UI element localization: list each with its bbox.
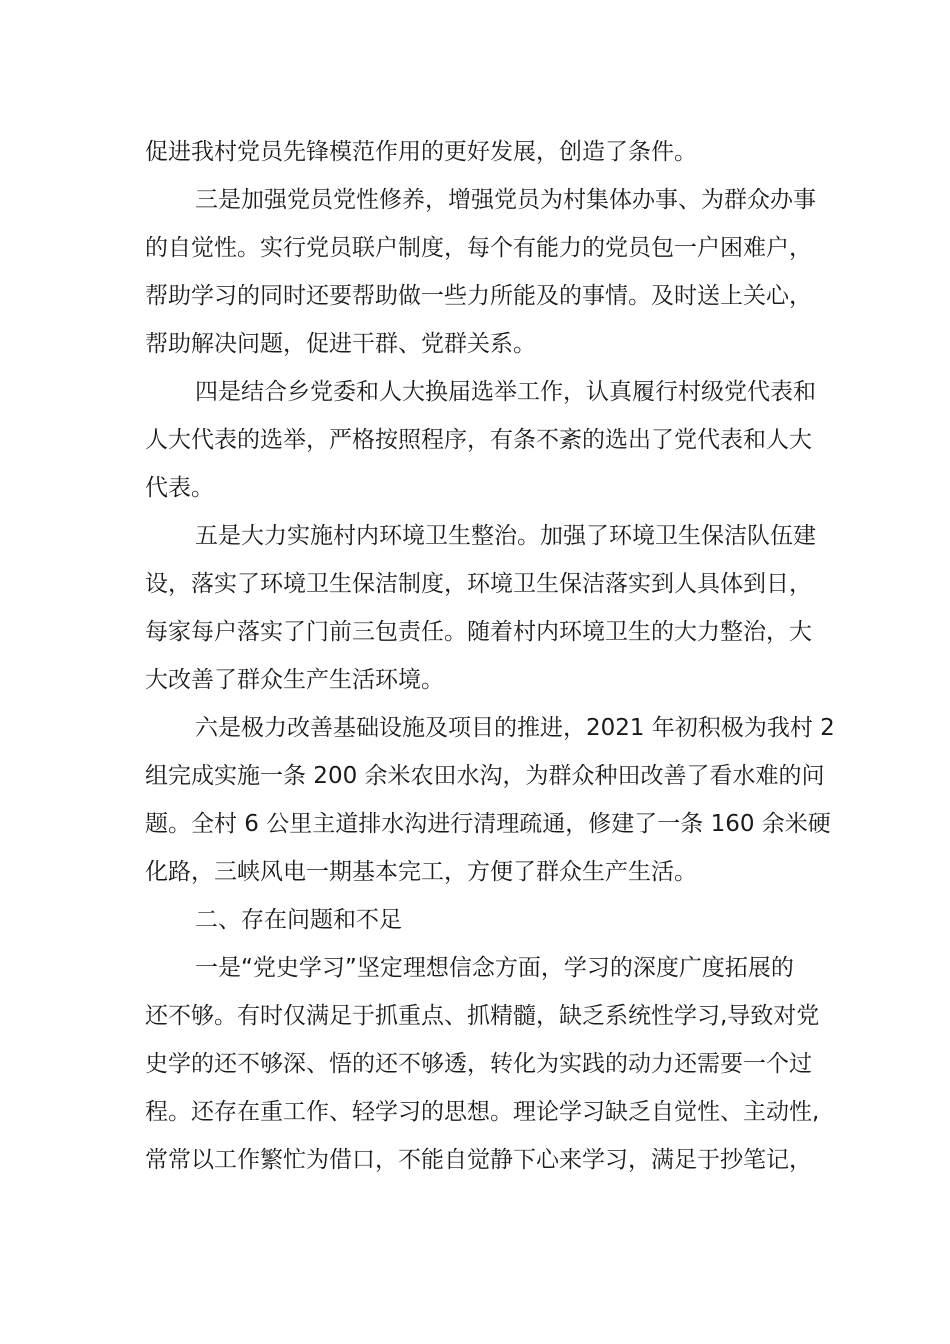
text-line: 程。还存在重工作、轻学习的思想。理论学习缺乏自觉性、主动性, — [145, 1099, 820, 1125]
text-line: 帮助学习的同时还要帮助做一些力所能及的事情。及时送上关心， — [145, 283, 812, 309]
text-line: 人大代表的选举，严格按照程序，有条不紊的选出了党代表和人大 — [145, 427, 812, 453]
text-line: 三是加强党员党性修养，增强党员为村集体办事、为群众办事 — [195, 187, 816, 213]
text-line: 促进我村党员先锋模范作用的更好发展，创造了条件。 — [145, 139, 697, 165]
text-line: 的自觉性。实行党员联户制度，每个有能力的党员包一户困难户， — [145, 235, 812, 261]
text-line: 四是结合乡党委和人大换届选举工作，认真履行村级党代表和 — [195, 379, 816, 405]
text-line: 还不够。有时仅满足于抓重点、抓精髓，缺乏系统性学习,导致对党 — [145, 1003, 820, 1029]
text-line: 二、存在问题和不足 — [195, 907, 402, 933]
document-body — [145, 128, 835, 1184]
text-line: 帮助解决问题，促进干群、党群关系。 — [145, 331, 536, 357]
text-line: 史学的还不够深、悟的还不够透，转化为实践的动力还需要一个过 — [145, 1051, 812, 1077]
text-line: 化路，三峡风电一期基本完工，方便了群众生产生活。 — [145, 859, 697, 885]
text-line: 题。全村 6 公里主道排水沟进行清理疏通，修建了一条 160 余米硬 — [145, 811, 831, 837]
text-line: 五是大力实施村内环境卫生整治。加强了环境卫生保洁队伍建 — [195, 523, 816, 549]
text-line: 组完成实施一条 200 余米农田水沟，为群众种田改善了看水难的问 — [145, 763, 825, 789]
text-line: 设，落实了环境卫生保洁制度，环境卫生保洁落实到人具体到日， — [145, 571, 812, 597]
text-line: 大改善了群众生产生活环境。 — [145, 667, 444, 693]
text-line: 常常以工作繁忙为借口，不能自觉静下心来学习，满足于抄笔记， — [145, 1147, 812, 1173]
text-line: 代表。 — [145, 475, 214, 501]
text-line: 一是“党史学习”坚定理想信念方面，学习的深度广度拓展的 — [195, 955, 794, 981]
text-line: 六是极力改善基础设施及项目的推进，2021 年初积极为我村 2 — [195, 715, 835, 741]
text-line: 每家每户落实了门前三包责任。随着村内环境卫生的大力整治，大 — [145, 619, 812, 645]
